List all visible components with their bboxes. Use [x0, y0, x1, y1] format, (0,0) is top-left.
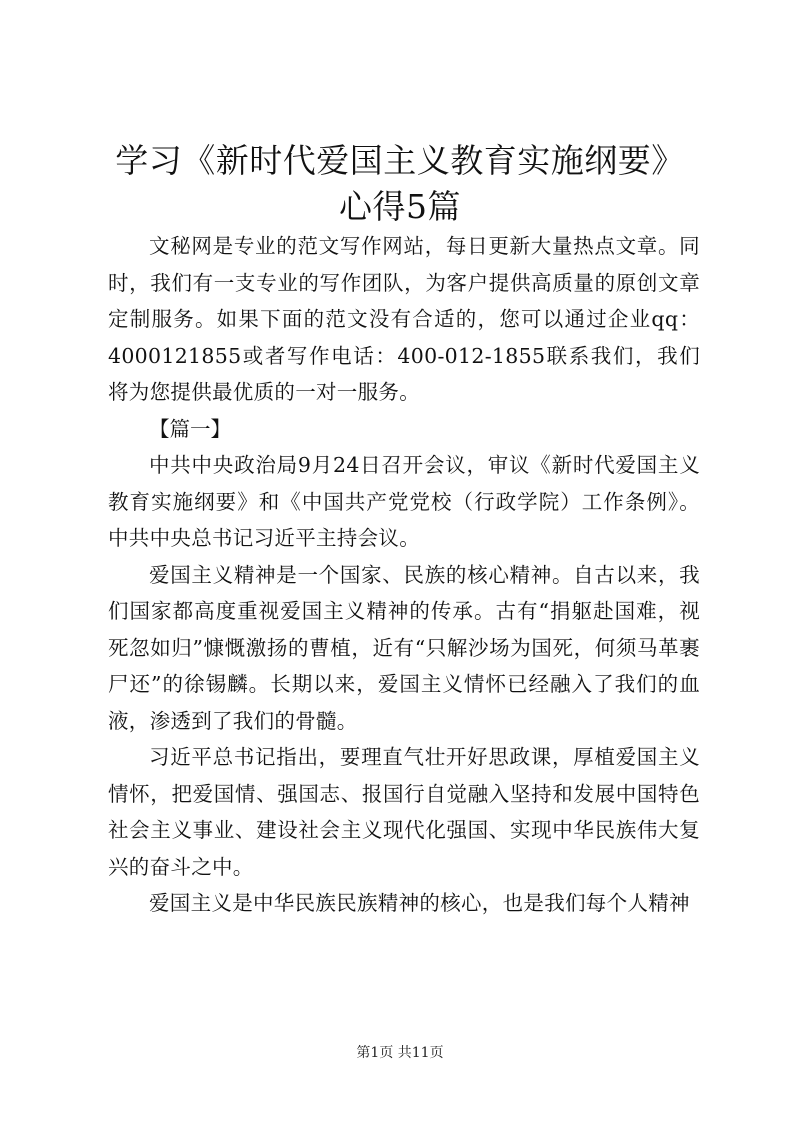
body-paragraph: 中共中央政治局9月24日召开会议，审议《新时代爱国主义教育实施纲要》和《中国共产党党校（行政学院）工作条例》。中共中央总书记习近平主持会议。: [108, 453, 700, 550]
section-heading: 【篇一】: [149, 416, 231, 441]
document-title: 学习《新时代爱国主义教育实施纲要》心得5篇: [115, 141, 685, 226]
page-number: 第1页 共11页: [356, 1045, 444, 1061]
body-paragraph: 爱国主义是中华民族民族精神的核心，也是我们每个人精神: [149, 891, 690, 915]
body-paragraph: 爱国主义精神是一个国家、民族的核心精神。自古以来，我们国家都高度重视爱国主义精神的传承。古有“捐躯赴国难，视死忽如归”慷慨激扬的曹植，近有“只解沙场为国死，何须马革裹尸还”的徐锡麟。长期以来，爱国主义情怀已经融入了我们的血液，渗透到了我们的骨髓。: [108, 562, 700, 733]
document-body: [108, 228, 700, 922]
body-paragraph: 习近平总书记指出，要理直气壮开好思政课，厚植爱国主义情怀，把爱国情、强国志、报国行自觉融入坚持和发展中国特色社会主义事业、建设社会主义现代化强国、实现中华民族伟大复兴的奋斗之中。: [108, 745, 700, 879]
intro-paragraph: 文秘网是专业的范文写作网站，每日更新大量热点文章。同时，我们有一支专业的写作团队，为客户提供高质量的原创文章定制服务。如果下面的范文没有合适的，您可以通过企业qq：4000121855或者写作电话：400-012-1855联系我们，我们将为您提供最优质的一对一服务。: [108, 234, 700, 404]
